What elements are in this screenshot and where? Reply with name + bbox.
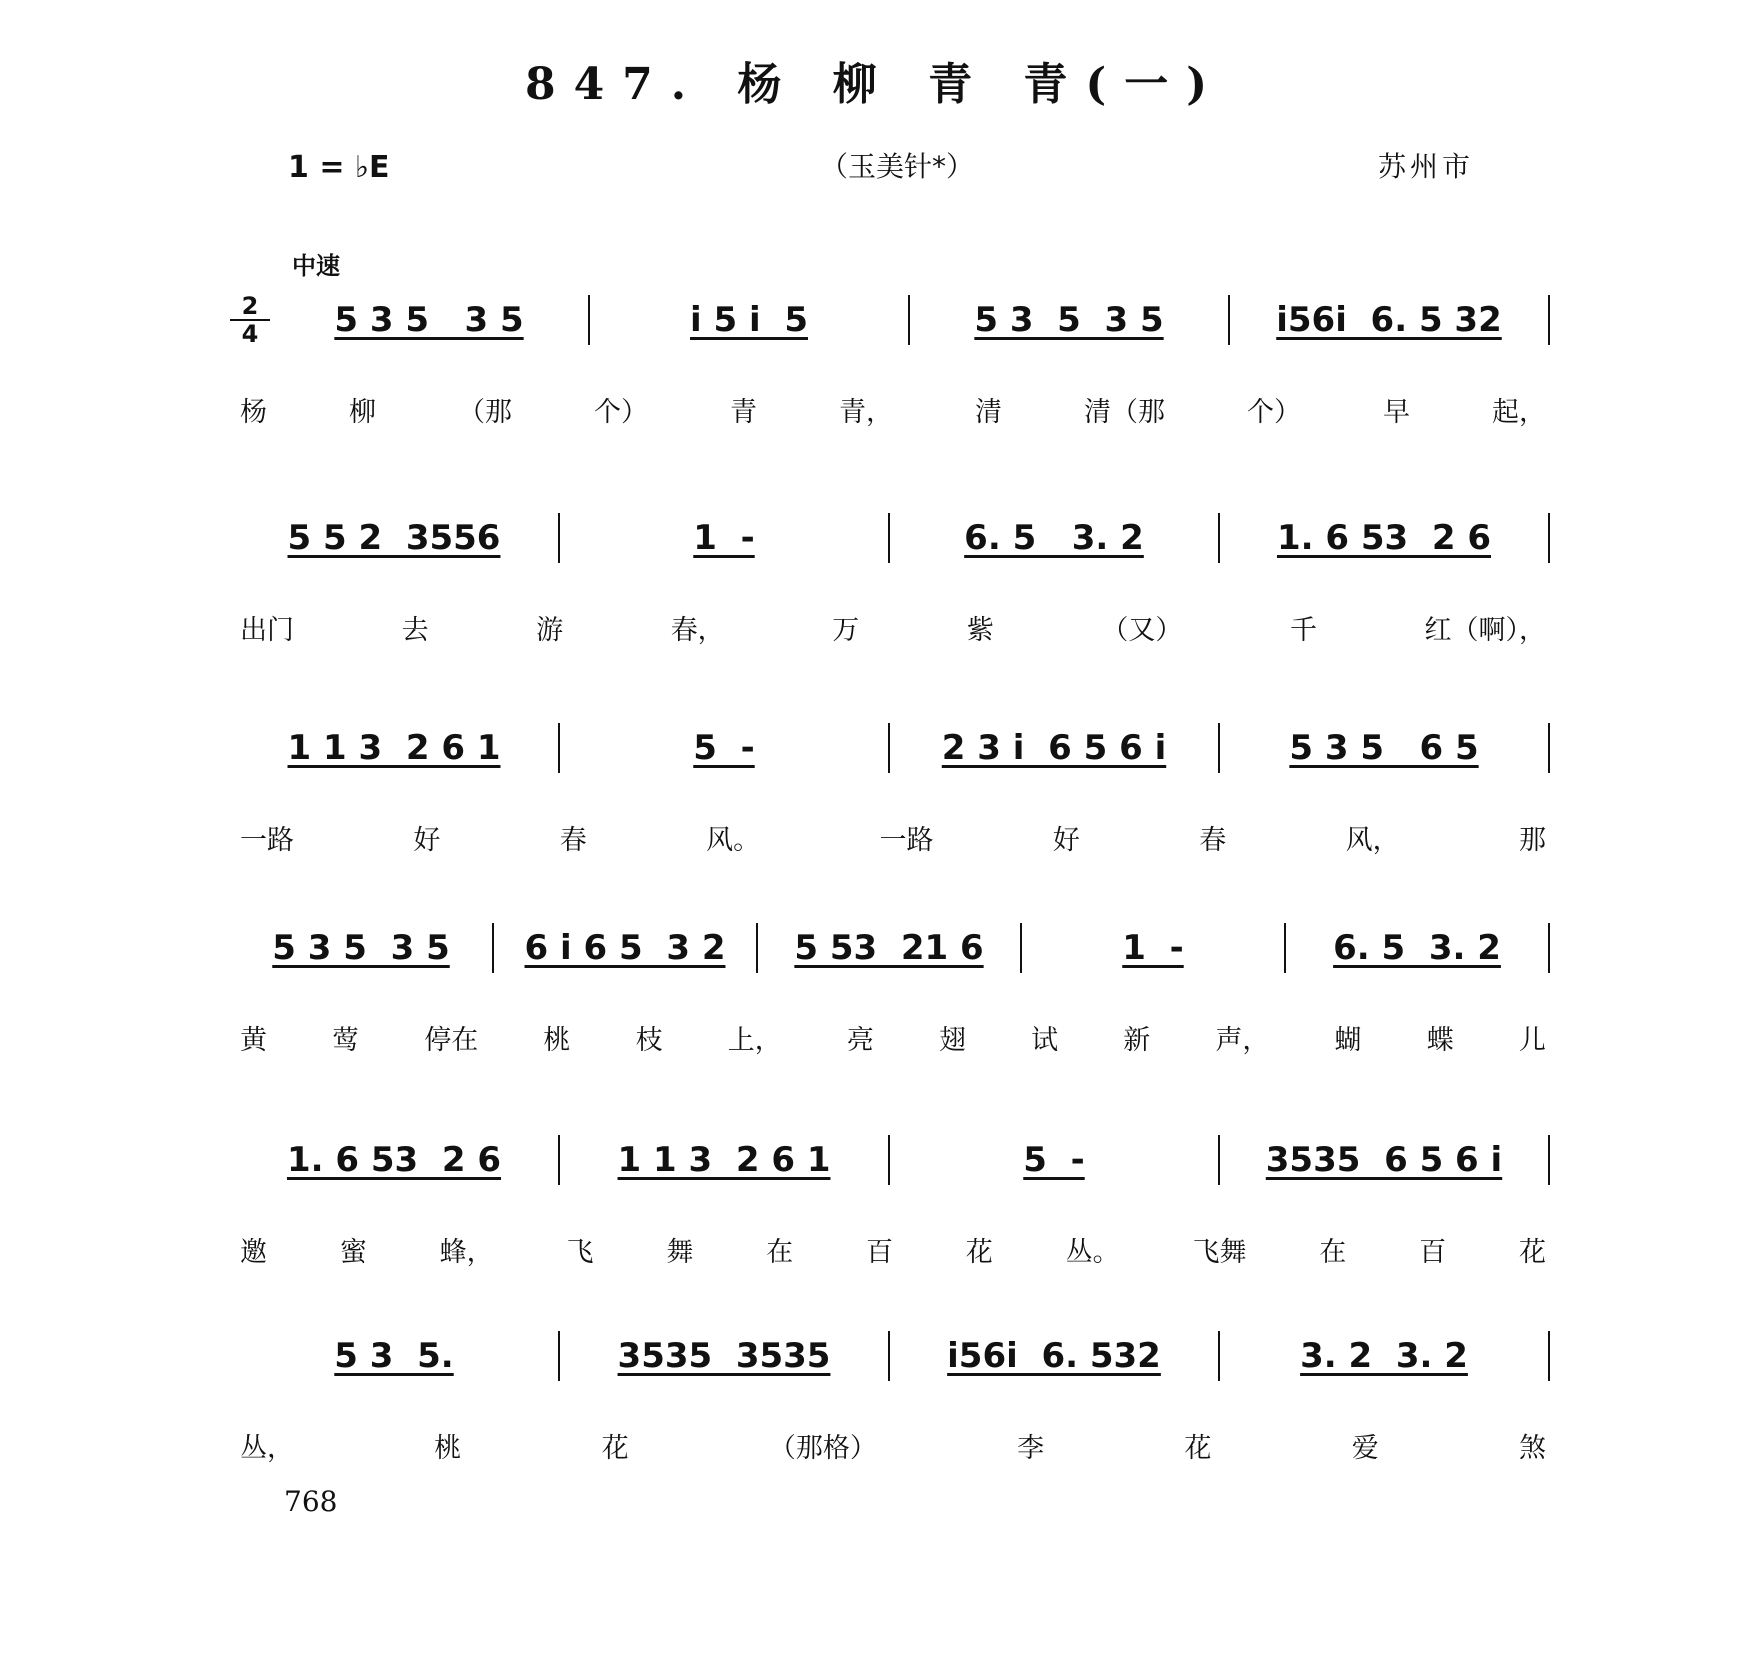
lyric-word: 游 [536, 615, 564, 646]
lyrics-line [230, 1018, 1550, 1057]
lyric-word: 清（那 [1084, 397, 1165, 428]
time-signature-bottom: 4 [241, 320, 259, 348]
lyric-word: 风。 [706, 825, 761, 856]
lyric-word: （那 [458, 397, 512, 428]
notation-line [230, 918, 1550, 978]
score-row [230, 918, 1550, 1057]
lyric-word: （那格） [768, 1433, 877, 1464]
measure: 5 53 21 6 [758, 923, 1022, 973]
page-number: 768 [284, 1485, 338, 1518]
lyric-word: 飞舞 [1192, 1237, 1247, 1268]
measure: 1 - [1022, 923, 1286, 973]
notation-line [230, 290, 1550, 350]
lyric-word: 蜜 [339, 1237, 367, 1268]
measure: i 5 i 5 [590, 295, 910, 345]
score-row [230, 718, 1550, 857]
measure: 6 i 6 5 3 2 [494, 923, 758, 973]
measure: 6. 5 3. 2 [1286, 923, 1550, 973]
subtitle: （玉美针*） [820, 150, 975, 183]
lyrics-line [230, 1230, 1550, 1269]
lyric-word: 早 [1383, 397, 1410, 428]
lyric-word: 新 [1123, 1025, 1151, 1056]
lyric-word: 桃 [543, 1025, 571, 1056]
measure: 6. 5 3. 2 [890, 513, 1220, 563]
notation-line [230, 1326, 1550, 1386]
lyric-word: 上， [727, 1025, 782, 1056]
lyric-word: 邀 [240, 1237, 267, 1268]
lyrics-line [230, 390, 1550, 429]
notation-line [230, 718, 1550, 778]
score-row [230, 508, 1550, 647]
lyric-word: 莺 [332, 1025, 360, 1056]
lyric-word: 百 [1419, 1237, 1447, 1268]
lyric-word: 那 [1519, 825, 1546, 856]
lyric-word: 丛。 [1065, 1237, 1120, 1268]
measure: 5 3 5 3 5 [910, 295, 1230, 345]
measure: 3535 3535 [560, 1331, 890, 1381]
time-signature-top: 2 [230, 293, 270, 321]
measure: 3. 2 3. 2 [1220, 1331, 1550, 1381]
lyric-word: 青， [839, 397, 893, 428]
lyric-word: 去 [401, 615, 429, 646]
lyric-word: 亮 [846, 1025, 874, 1056]
notation-line [230, 508, 1550, 568]
measure: 5 3 5 6 5 [1220, 723, 1550, 773]
lyric-word: 个） [1247, 397, 1301, 428]
lyric-word: 出门 [240, 615, 294, 646]
song-title: 847. 杨 柳 青 青(一) [524, 59, 1226, 110]
measure: 1. 6 53 2 6 [230, 1135, 560, 1185]
lyric-word: 声， [1215, 1025, 1270, 1056]
lyric-word: （又） [1101, 615, 1183, 646]
measure: 1 1 3 2 6 1 [560, 1135, 890, 1185]
lyric-word: 风， [1345, 825, 1400, 856]
lyric-word: 一路 [879, 825, 934, 856]
lyric-word: 春 [559, 825, 587, 856]
measure: 5 - [890, 1135, 1220, 1185]
lyrics-line [230, 1426, 1550, 1465]
lyric-word: 青 [730, 397, 757, 428]
lyric-word: 在 [766, 1237, 794, 1268]
lyric-word: 舞 [666, 1237, 694, 1268]
measure: 5 - [560, 723, 890, 773]
measure: 5 3 5. [230, 1331, 560, 1381]
measure: 3535 6 5 6 i [1220, 1135, 1550, 1185]
measure: i56i 6. 532 [890, 1331, 1220, 1381]
time-signature [230, 293, 270, 347]
lyric-word: 清 [975, 397, 1002, 428]
lyric-word: 蝶 [1426, 1025, 1454, 1056]
lyric-word: 柳 [349, 397, 376, 428]
lyric-word: 花 [1184, 1433, 1212, 1464]
lyric-word: 花 [965, 1237, 993, 1268]
lyric-word: 红（啊）， [1424, 615, 1546, 646]
key-signature: 1 = ♭E [288, 150, 390, 185]
lyric-word: 好 [413, 825, 441, 856]
measure: 1. 6 53 2 6 [1220, 513, 1550, 563]
location: 苏州市 [1378, 150, 1475, 183]
lyric-word: 蝴 [1334, 1025, 1362, 1056]
lyric-word: 千 [1289, 615, 1317, 646]
lyric-word: 丛， [240, 1433, 294, 1464]
lyric-word: 个） [594, 397, 648, 428]
measure: 2 3 i 6 5 6 i [890, 723, 1220, 773]
measure: 1 - [560, 513, 890, 563]
lyrics-line [230, 608, 1550, 647]
lyric-word: 春， [670, 615, 725, 646]
lyric-word: 飞 [566, 1237, 594, 1268]
notation-line [230, 1130, 1550, 1190]
lyric-word: 在 [1319, 1237, 1347, 1268]
measure: 5 5 2 3556 [230, 513, 560, 563]
measure: i56i 6. 5 32 [1230, 295, 1550, 345]
lyric-word: 桃 [434, 1433, 462, 1464]
lyric-word: 花 [601, 1433, 629, 1464]
lyric-word: 起， [1492, 397, 1546, 428]
lyric-word: 李 [1017, 1433, 1045, 1464]
score-row [230, 290, 1550, 429]
lyric-word: 一路 [240, 825, 294, 856]
lyric-word: 试 [1031, 1025, 1059, 1056]
score-row [230, 1326, 1550, 1465]
lyric-word: 停在 [424, 1025, 479, 1056]
lyric-word: 杨 [240, 397, 267, 428]
lyric-word: 万 [832, 615, 860, 646]
lyric-word: 翅 [938, 1025, 966, 1056]
score-row [230, 1130, 1550, 1269]
lyric-word: 百 [865, 1237, 893, 1268]
lyric-word: 黄 [240, 1025, 267, 1056]
measure: 1 1 3 2 6 1 [230, 723, 560, 773]
lyric-word: 煞 [1518, 1433, 1546, 1464]
lyric-word: 爱 [1351, 1433, 1379, 1464]
lyric-word: 枝 [635, 1025, 663, 1056]
lyrics-line [230, 818, 1550, 857]
tempo-marking: 中速 [292, 252, 340, 280]
lyric-word: 春 [1199, 825, 1227, 856]
lyric-word: 紫 [966, 615, 994, 646]
measure: 5 3 5 3 5 [270, 295, 590, 345]
measure: 5 3 5 3 5 [230, 923, 494, 973]
lyric-word: 儿 [1518, 1025, 1546, 1056]
lyric-word: 花 [1518, 1237, 1546, 1268]
lyric-word: 好 [1052, 825, 1080, 856]
lyric-word: 蜂， [439, 1237, 494, 1268]
